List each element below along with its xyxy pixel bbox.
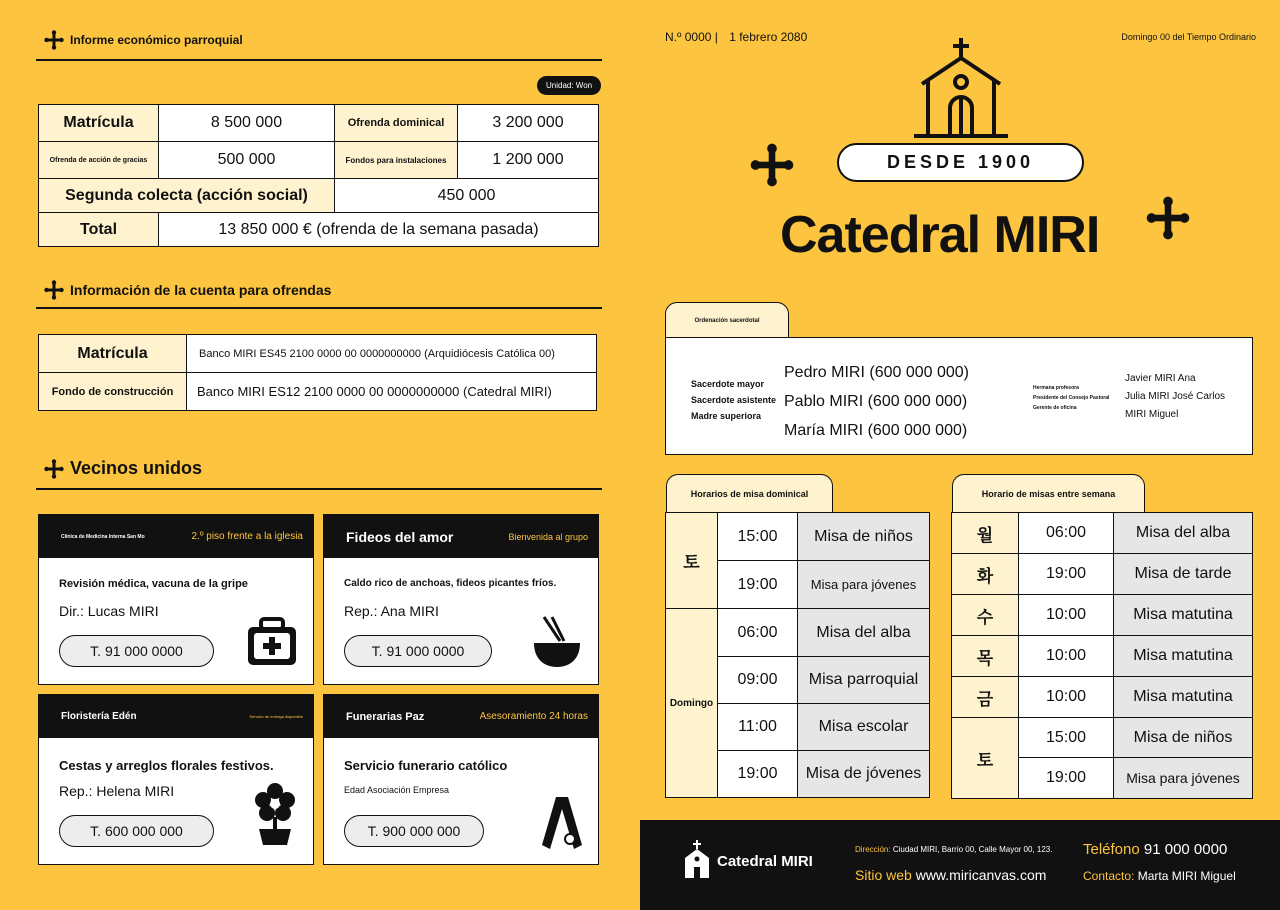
liturgical-day: Domingo 00 del Tiempo Ordinario bbox=[1121, 32, 1256, 42]
day-cell: 수 bbox=[952, 595, 1019, 636]
day-cell: 월 bbox=[952, 513, 1019, 554]
clergy-name: María MIRI (600 000 000) bbox=[784, 422, 968, 439]
business-card bbox=[323, 514, 599, 685]
mass-time: 15:00 bbox=[1019, 718, 1114, 758]
second-collection-value: 450 000 bbox=[335, 179, 599, 213]
divider bbox=[36, 307, 602, 309]
finance-section-title bbox=[44, 30, 243, 50]
mass-time: 19:00 bbox=[1019, 554, 1114, 595]
cross-icon bbox=[44, 30, 64, 50]
business-name: Clínica de Medicina Interna San Mo bbox=[61, 533, 145, 540]
clergy-roles bbox=[691, 376, 776, 424]
finance-label: Ofrenda dominical bbox=[335, 105, 458, 142]
since-badge: DESDE 1900 bbox=[837, 143, 1084, 182]
weekday-schedule-tab: Horario de misas entre semana bbox=[952, 474, 1145, 512]
accounts-section-title bbox=[44, 280, 331, 300]
total-label: Total bbox=[39, 213, 159, 247]
mass-name: Misa de niños bbox=[798, 513, 930, 561]
day-cell: 토 bbox=[952, 718, 1019, 799]
footer-phone bbox=[1083, 841, 1227, 858]
mass-time: 10:00 bbox=[1019, 595, 1114, 636]
staff-name: Javier MIRI Ana bbox=[1125, 373, 1196, 384]
footer bbox=[640, 820, 1280, 910]
mass-row bbox=[952, 718, 1253, 758]
finance-value: 500 000 bbox=[159, 142, 335, 179]
mass-name: Misa de niños bbox=[1114, 718, 1253, 758]
mass-time: 19:00 bbox=[718, 561, 798, 609]
mass-row bbox=[952, 677, 1253, 718]
footer-brand: Catedral MIRI bbox=[717, 853, 813, 870]
business-description: Cestas y arreglos florales festivos. bbox=[59, 758, 274, 773]
issue-date: 1 febrero 2080 bbox=[729, 30, 808, 44]
finance-row bbox=[39, 213, 599, 247]
day-cell: 목 bbox=[952, 636, 1019, 677]
account-value: Banco MIRI ES45 2100 0000 00 0000000000 (Arquidiócesis Católica 00) bbox=[187, 335, 597, 373]
clergy-name: Pablo MIRI (600 000 000) bbox=[784, 393, 968, 410]
business-name: Funerarias Paz bbox=[346, 710, 425, 723]
account-value: Banco MIRI ES12 2100 0000 00 0000000000 (Catedral MIRI) bbox=[187, 373, 597, 411]
staff-name: MIRI Miguel bbox=[1125, 409, 1179, 420]
mass-name: Misa de tarde bbox=[1114, 554, 1253, 595]
clergy-name: Pedro MIRI (600 000 000) bbox=[784, 364, 969, 381]
mass-name: Misa de jóvenes bbox=[798, 751, 930, 798]
day-cell: 토 bbox=[666, 513, 718, 609]
staff-names bbox=[1125, 370, 1225, 424]
mass-time: 19:00 bbox=[1019, 758, 1114, 799]
finance-row bbox=[39, 142, 599, 179]
issue-number: N.º 0000 | bbox=[665, 30, 718, 44]
cross-icon bbox=[1146, 196, 1190, 240]
divider bbox=[36, 488, 602, 490]
business-representative: Rep.: Ana MIRI bbox=[344, 603, 439, 619]
mass-row bbox=[666, 513, 930, 561]
card-header bbox=[324, 515, 598, 558]
account-row bbox=[39, 373, 597, 411]
finance-label: Ofrenda de acción de gracias bbox=[39, 142, 159, 179]
footer-contact bbox=[1083, 869, 1236, 883]
staff-roles bbox=[1033, 383, 1109, 413]
staff-role: Hermana profesora bbox=[1033, 385, 1079, 391]
address-label: Dirección: bbox=[855, 845, 891, 854]
staff-role: Presidente del Consejo Pastoral bbox=[1033, 395, 1110, 401]
mass-time: 19:00 bbox=[718, 751, 798, 798]
mass-row bbox=[952, 636, 1253, 677]
business-description: Revisión médica, vacuna de la gripe bbox=[59, 578, 248, 590]
business-phone: T. 91 000 0000 bbox=[344, 635, 492, 667]
business-tag: Asesoramiento 24 horas bbox=[479, 711, 588, 722]
clergy-role: Sacerdote asistente bbox=[691, 395, 777, 405]
business-name: Floristería Edén bbox=[61, 711, 137, 722]
account-label: Fondo de construcción bbox=[39, 373, 187, 411]
finance-value: 3 200 000 bbox=[458, 105, 599, 142]
unit-badge: Unidad: Won bbox=[537, 76, 601, 95]
contact-label: Contacto: bbox=[1083, 869, 1135, 883]
finance-value: 8 500 000 bbox=[159, 105, 335, 142]
mourning-ribbon-icon bbox=[540, 795, 584, 851]
sunday-schedule-tab: Horarios de misa dominical bbox=[666, 474, 833, 512]
staff-role: Gerente de oficina bbox=[1033, 405, 1077, 411]
business-phone: T. 91 000 0000 bbox=[59, 635, 214, 667]
business-tag: 2.º piso frente a la iglesia bbox=[191, 531, 303, 542]
neighbors-title-text: Vecinos unidos bbox=[70, 458, 203, 478]
day-cell: 화 bbox=[952, 554, 1019, 595]
finance-title-text: Informe económico parroquial bbox=[70, 33, 243, 47]
church-icon bbox=[684, 840, 710, 878]
web-link[interactable]: www.miricanvas.com bbox=[915, 867, 1047, 883]
business-representative: Rep.: Helena MIRI bbox=[59, 783, 175, 799]
mass-time: 10:00 bbox=[1019, 636, 1114, 677]
mass-name: Misa para jóvenes bbox=[798, 561, 930, 609]
cross-icon bbox=[44, 459, 64, 479]
finance-row bbox=[39, 105, 599, 142]
finance-value: 1 200 000 bbox=[458, 142, 599, 179]
business-tag: Bienvenida al grupo bbox=[508, 531, 588, 542]
mass-time: 11:00 bbox=[718, 704, 798, 751]
mass-name: Misa del alba bbox=[798, 609, 930, 657]
clergy-tab: Ordenación sacerdotal bbox=[665, 302, 789, 338]
total-value: 13 850 000 € (ofrenda de la semana pasada) bbox=[159, 213, 599, 247]
mass-row bbox=[952, 554, 1253, 595]
phone-value: 91 000 0000 bbox=[1143, 841, 1228, 858]
cross-icon bbox=[44, 280, 64, 300]
mass-name: Misa del alba bbox=[1114, 513, 1253, 554]
mass-name: Misa matutina bbox=[1114, 677, 1253, 718]
mass-row bbox=[952, 513, 1253, 554]
mass-row bbox=[952, 595, 1253, 636]
account-label: Matrícula bbox=[39, 335, 187, 373]
mass-time: 09:00 bbox=[718, 657, 798, 704]
church-icon bbox=[912, 36, 1010, 144]
web-label: Sitio web bbox=[855, 867, 912, 883]
accounts-title-text: Información de la cuenta para ofrendas bbox=[70, 282, 332, 298]
card-header bbox=[324, 695, 598, 738]
finance-label: Fondos para instalaciones bbox=[335, 142, 458, 179]
mass-time: 06:00 bbox=[718, 609, 798, 657]
contact-value: Marta MIRI Miguel bbox=[1137, 869, 1236, 883]
mass-name: Misa matutina bbox=[1114, 595, 1253, 636]
business-tag: Servicio de entrega disponible bbox=[249, 714, 303, 719]
mass-name: Misa para jóvenes bbox=[1114, 758, 1253, 799]
mass-row bbox=[666, 609, 930, 657]
phone-label: Teléfono bbox=[1083, 841, 1140, 858]
accounts-table bbox=[38, 334, 597, 411]
address-value: Ciudad MIRI, Barrio 00, Calle Mayor 00, 123. bbox=[892, 845, 1053, 854]
business-card bbox=[323, 694, 599, 865]
business-card bbox=[38, 694, 314, 865]
business-representative: Dir.: Lucas MIRI bbox=[59, 603, 159, 619]
account-row bbox=[39, 335, 597, 373]
card-header bbox=[39, 515, 313, 558]
business-representative: Edad Asociación Empresa bbox=[344, 785, 450, 795]
clergy-names bbox=[784, 358, 969, 445]
neighbors-section-title bbox=[44, 458, 202, 479]
sunday-schedule-table bbox=[665, 512, 930, 798]
mass-time: 15:00 bbox=[718, 513, 798, 561]
finance-table bbox=[38, 104, 599, 247]
business-card bbox=[38, 514, 314, 685]
mass-time: 06:00 bbox=[1019, 513, 1114, 554]
business-description: Servicio funerario católico bbox=[344, 758, 508, 773]
mass-name: Misa matutina bbox=[1114, 636, 1253, 677]
divider bbox=[36, 59, 602, 61]
weekday-schedule-table bbox=[951, 512, 1253, 799]
business-description: Caldo rico de anchoas, fideos picantes fríos. bbox=[344, 578, 557, 589]
mass-name: Misa parroquial bbox=[798, 657, 930, 704]
medical-kit-icon bbox=[245, 615, 299, 669]
footer-address bbox=[855, 845, 1052, 854]
business-phone: T. 900 000 000 bbox=[344, 815, 484, 847]
clergy-panel bbox=[665, 337, 1253, 455]
day-cell: 금 bbox=[952, 677, 1019, 718]
business-phone: T. 600 000 000 bbox=[59, 815, 214, 847]
cathedral-name: Catedral MIRI bbox=[780, 206, 1100, 264]
clergy-role: Madre superiora bbox=[691, 411, 762, 421]
second-collection-label: Segunda colecta (acción social) bbox=[39, 179, 335, 213]
mass-time: 10:00 bbox=[1019, 677, 1114, 718]
finance-row bbox=[39, 179, 599, 213]
staff-name: Julia MIRI José Carlos bbox=[1125, 391, 1226, 402]
flower-pot-icon bbox=[251, 783, 299, 847]
cross-icon bbox=[750, 143, 794, 187]
business-name: Fideos del amor bbox=[346, 528, 454, 545]
footer-web bbox=[855, 867, 1046, 883]
finance-label: Matrícula bbox=[39, 105, 159, 142]
day-cell: Domingo bbox=[666, 609, 718, 798]
card-header bbox=[39, 695, 313, 738]
issue-line bbox=[665, 30, 807, 44]
noodle-bowl-icon bbox=[530, 615, 584, 671]
mass-name: Misa escolar bbox=[798, 704, 930, 751]
clergy-role: Sacerdote mayor bbox=[691, 379, 765, 389]
